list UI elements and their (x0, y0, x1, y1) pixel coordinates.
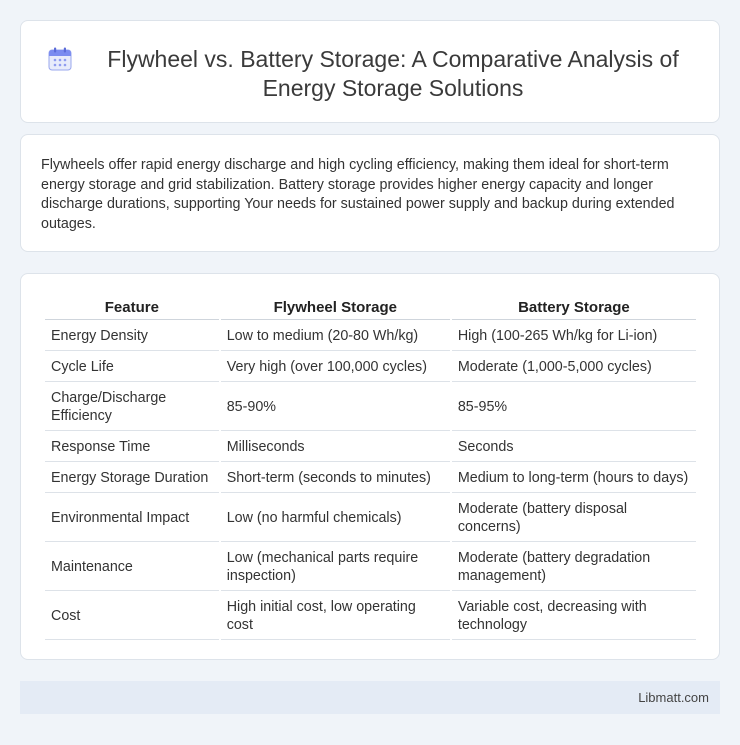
comparison-card (20, 273, 720, 660)
table-row (45, 494, 696, 542)
footer-site-link[interactable]: Libmatt.com (638, 690, 709, 705)
battery-cell: Moderate (battery disposal concerns) (452, 494, 696, 542)
feature-cell: Response Time (45, 432, 219, 462)
title-card (20, 20, 720, 123)
flywheel-cell: Low (mechanical parts require inspection) (221, 543, 450, 591)
battery-cell: Medium to long-term (hours to days) (452, 463, 696, 493)
feature-cell: Cycle Life (45, 352, 219, 382)
feature-cell: Energy Density (45, 321, 219, 351)
table-row (45, 383, 696, 431)
page-title: Flywheel vs. Battery Storage: A Comparative Analysis of Energy Storage Solutions (107, 46, 679, 101)
comparison-table (43, 294, 698, 641)
summary-card (20, 134, 720, 252)
battery-cell: High (100-265 Wh/kg for Li-ion) (452, 321, 696, 351)
header-battery: Battery Storage (452, 295, 696, 320)
feature-cell: Environmental Impact (45, 494, 219, 542)
flywheel-cell: 85-90% (221, 383, 450, 431)
flywheel-cell: Low to medium (20-80 Wh/kg) (221, 321, 450, 351)
battery-cell: Variable cost, decreasing with technology (452, 592, 696, 640)
battery-cell: Seconds (452, 432, 696, 462)
feature-cell: Charge/Discharge Efficiency (45, 383, 219, 431)
flywheel-cell: Very high (over 100,000 cycles) (221, 352, 450, 382)
flywheel-cell: Milliseconds (221, 432, 450, 462)
feature-cell: Energy Storage Duration (45, 463, 219, 493)
table-row (45, 352, 696, 382)
header-feature: Feature (45, 295, 219, 320)
table-row (45, 432, 696, 462)
battery-cell: Moderate (1,000-5,000 cycles) (452, 352, 696, 382)
summary-text: Flywheels offer rapid energy discharge and high cycling efficiency, making them ideal for short-term energy storage and grid stabilization. Battery storage provides higher energy capacity and longer discharge durations, supporting Your needs for sustained power supply and backup during extended outages. (41, 157, 675, 232)
footer (20, 681, 720, 714)
feature-cell: Cost (45, 592, 219, 640)
feature-cell: Maintenance (45, 543, 219, 591)
title-row (21, 21, 719, 103)
flywheel-cell: High initial cost, low operating cost (221, 592, 450, 640)
flywheel-cell: Short-term (seconds to minutes) (221, 463, 450, 493)
table-header-row (45, 295, 696, 320)
table-row (45, 592, 696, 640)
table-row (45, 321, 696, 351)
header-flywheel: Flywheel Storage (221, 295, 450, 320)
table-row (45, 543, 696, 591)
flywheel-cell: Low (no harmful chemicals) (221, 494, 450, 542)
battery-cell: Moderate (battery degradation management) (452, 543, 696, 591)
calendar-icon (47, 46, 73, 72)
battery-cell: 85-95% (452, 383, 696, 431)
table-row (45, 463, 696, 493)
